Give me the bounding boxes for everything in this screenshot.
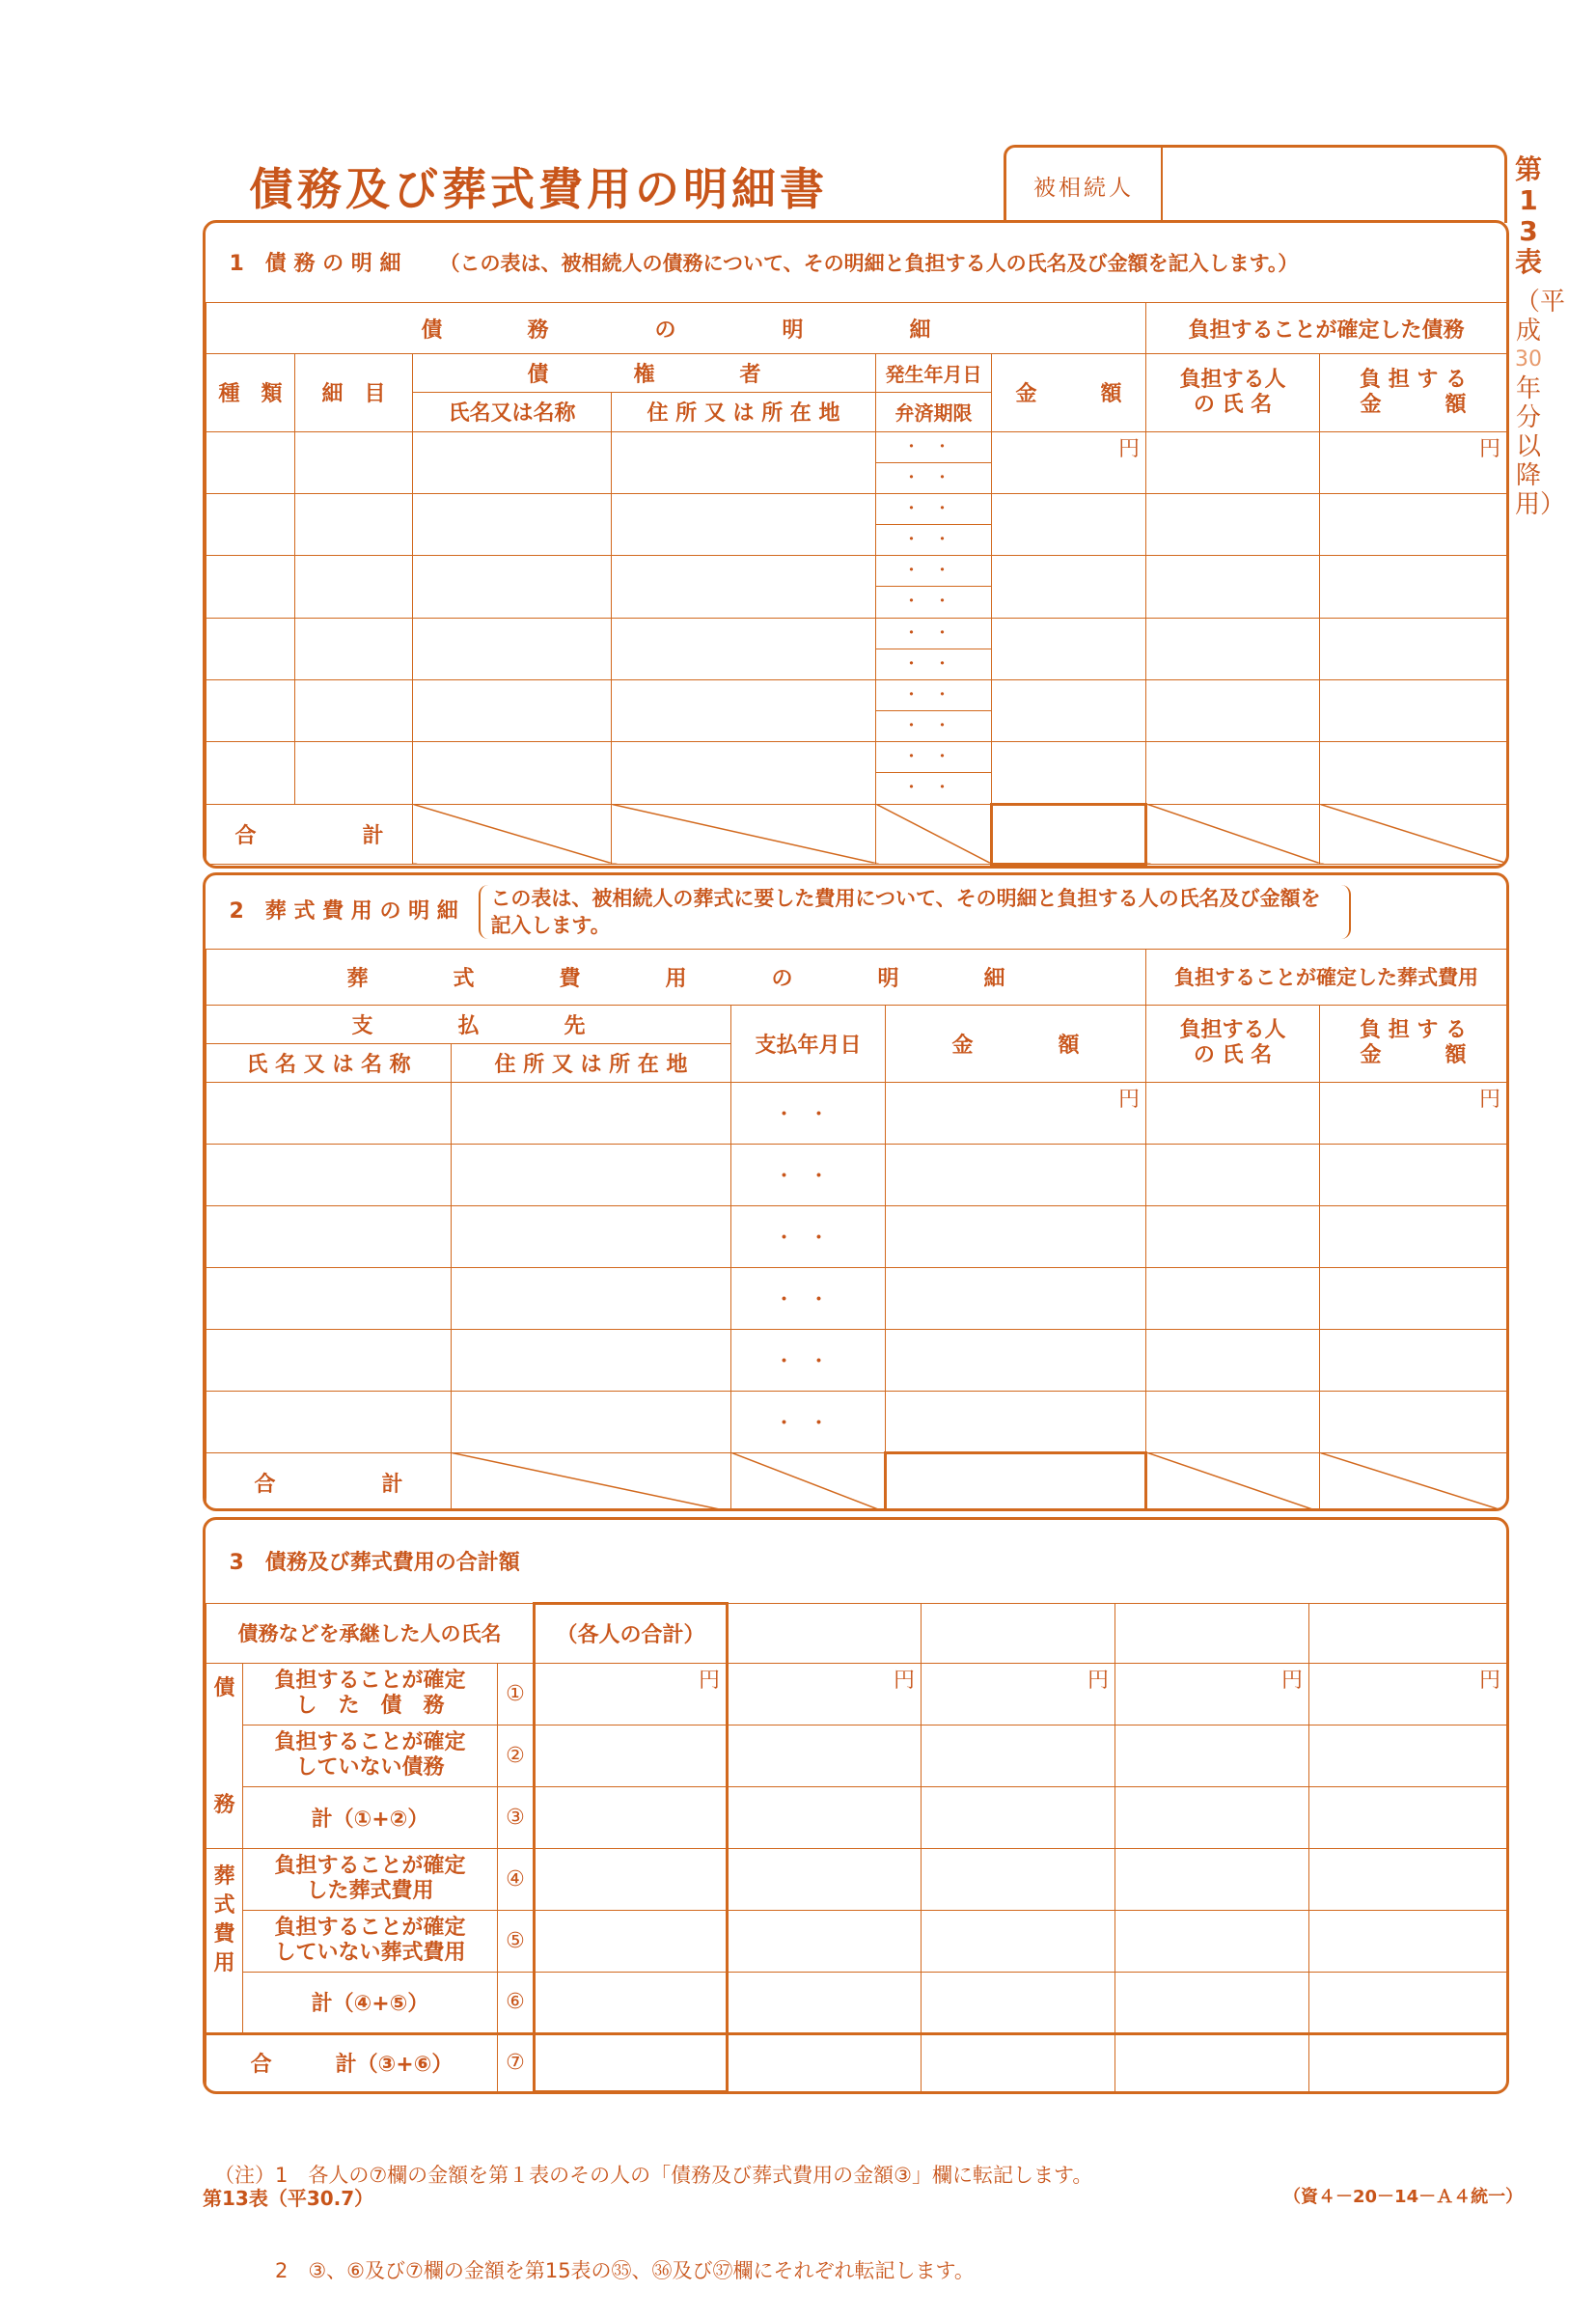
period-year: 30 [1515, 347, 1542, 372]
side-label [1509, 153, 1566, 519]
date-cell[interactable]: ・・ [731, 1391, 886, 1452]
table-row [206, 1144, 1507, 1205]
amount-header: 金 額 [992, 354, 1146, 431]
total-amount-cell[interactable] [992, 804, 1146, 864]
heir-name-cell[interactable] [922, 1603, 1115, 1663]
table-row: 債 務 負担することが確定 し た 債 務 ① 円 円 円 円 円 [206, 1663, 1507, 1725]
bearer-name-header: 負担する人 の 氏 名 [1146, 1005, 1320, 1082]
each-total-header: （各人の合計） [535, 1603, 728, 1663]
row-number: ⑤ [498, 1910, 535, 1972]
table-row [206, 742, 1507, 804]
payee-header: 支 払 先 [206, 1005, 731, 1043]
table-row [206, 618, 1507, 679]
table-row [206, 1267, 1507, 1329]
row-label: 負担することが確定 し た 債 務 [243, 1663, 498, 1725]
grand-total-row [206, 2033, 1507, 2091]
bearer-name-cell[interactable] [1146, 431, 1320, 493]
form-number: 第13表（平30.7） [203, 2187, 374, 2210]
creditor-header: 債 権 者 [413, 354, 876, 393]
date-cell[interactable]: ・・ [731, 1144, 886, 1205]
debts-table [206, 223, 1507, 866]
row-label: 負担することが確定 していない葬式費用 [243, 1910, 498, 1972]
date-cell[interactable]: ・・ ・・ [876, 742, 992, 804]
amount-header: 金 額 [886, 1005, 1146, 1082]
period-rest: 年分以降用） [1515, 374, 1566, 519]
item-cell[interactable] [295, 431, 413, 493]
date-cell[interactable]: ・・ [731, 1329, 886, 1391]
heir-name-cell[interactable] [728, 1603, 922, 1663]
decedent-box [1004, 145, 1507, 223]
item-header: 細 目 [295, 354, 413, 431]
person-header: 債務などを承継した人の氏名 [206, 1603, 535, 1663]
date-cell[interactable]: ・・ [731, 1267, 886, 1329]
occurrence-date-header: 発生年月日 [876, 354, 992, 393]
section-debts [203, 220, 1509, 869]
row-number: ③ [498, 1786, 535, 1848]
total-row [206, 1452, 1507, 1511]
note-1: （注）1 各人の⑦欄の金額を第１表のその人の「債務及び葬式費用の金額③」欄に転記します。 [214, 2164, 1093, 2187]
row-number: ⑦ [498, 2033, 535, 2091]
decedent-label: 被相続人 [1006, 148, 1163, 223]
payment-date-header: 支払年月日 [731, 1005, 886, 1082]
heir-name-cell[interactable] [1309, 1603, 1507, 1663]
table-row [206, 1786, 1507, 1848]
date-cell[interactable]: ・・ ・・ [876, 493, 992, 555]
bearer-amount-header: 負 担 す る 金 額 [1320, 354, 1507, 431]
type-header: 種 類 [206, 354, 295, 431]
debt-group-label: 債 務 [206, 1663, 243, 1848]
table-row [206, 1205, 1507, 1267]
date-cell[interactable]: ・・ ・・ [876, 556, 992, 618]
due-date-header: 弁済期限 [876, 393, 992, 431]
section-title: 3 債務及び葬式費用の合計額 [206, 1520, 1507, 1603]
table-row [206, 1725, 1507, 1786]
amount-cell[interactable]: 円 [886, 1082, 1146, 1144]
funeral-detail-header: 葬 式 費 用 の 明 細 [206, 949, 1146, 1005]
section-title: 2 葬 式 費 用 の 明 細 [229, 898, 458, 924]
totals-table [206, 1520, 1507, 2093]
type-cell[interactable] [206, 431, 295, 493]
bearer-amount-cell[interactable]: 円 [1320, 431, 1507, 493]
grand-total-label: 合 計（③+⑥） [206, 2033, 498, 2091]
row-label: 計（①+②） [243, 1786, 498, 1848]
table-row [206, 1910, 1507, 1972]
creditor-name-cell[interactable] [413, 431, 612, 493]
creditor-address-header: 住 所 又 は 所 在 地 [612, 393, 876, 431]
payee-address-header: 住 所 又 は 所 在 地 [452, 1043, 731, 1082]
total-label: 合 計 [206, 804, 413, 864]
confirmed-debt-header: 負担することが確定した債務 [1146, 302, 1507, 353]
heir-name-cell[interactable] [1115, 1603, 1309, 1663]
section-totals [203, 1517, 1509, 2094]
period-paren: （平成 [1515, 288, 1566, 345]
row-number: ⑥ [498, 1972, 535, 2033]
section-note: この表は、被相続人の葬式に要した費用について、その明細と負担する人の氏名及び金額を記入します。 [479, 885, 1351, 939]
table-row [206, 1391, 1507, 1452]
table-row [206, 1082, 1507, 1144]
table-row [206, 1329, 1507, 1391]
table-row [206, 493, 1507, 555]
creditor-name-header: 氏名又は名称 [413, 393, 612, 431]
table-row [206, 1972, 1507, 2033]
note-2: 2 ③、⑥及び⑦欄の金額を第15表の㉟、㊱及び㊲欄にそれぞれ転記します。 [214, 2259, 975, 2282]
creditor-address-cell[interactable] [612, 431, 876, 493]
row-label: 計（④+⑤） [243, 1972, 498, 2033]
table-number: 第13表 [1514, 153, 1542, 278]
total-amount-cell[interactable] [886, 1452, 1146, 1511]
each-total-cell[interactable]: 円 [535, 1663, 728, 1725]
bearer-amount-header: 負 担 す る 金 額 [1320, 1005, 1507, 1082]
date-cell[interactable]: ・・ ・・ [876, 679, 992, 741]
total-label: 合 計 [206, 1452, 452, 1511]
bearer-amount-cell[interactable]: 円 [1320, 1082, 1507, 1144]
table-row [206, 1848, 1507, 1910]
section-funeral [203, 872, 1509, 1511]
row-label: 負担することが確定 していない債務 [243, 1725, 498, 1786]
payee-name-header: 氏 名 又 は 名 称 [206, 1043, 452, 1082]
funeral-table [206, 875, 1507, 1511]
table-row [206, 556, 1507, 618]
page-title: 債務及び葬式費用の明細書 [249, 163, 828, 215]
date-cell[interactable]: ・・ ・・ [876, 431, 992, 493]
amount-cell[interactable]: 円 [992, 431, 1146, 493]
debt-detail-header: 債 務 の 明 細 [206, 302, 1146, 353]
date-cell[interactable]: ・・ [731, 1082, 886, 1144]
form-code: （資４－20－14－Ａ４統一） [1283, 2187, 1524, 2207]
table-row [206, 679, 1507, 741]
grand-total-cell[interactable] [535, 2033, 728, 2091]
section-title: 1 債 務 の 明 細 [229, 252, 401, 277]
date-cell[interactable]: ・・ [731, 1205, 886, 1267]
row-number: ④ [498, 1848, 535, 1910]
date-cell[interactable]: ・・ ・・ [876, 618, 992, 679]
funeral-group-label: 葬 式 費 用 [206, 1848, 243, 2033]
table-row [206, 431, 1507, 493]
row-number: ② [498, 1725, 535, 1786]
total-row [206, 804, 1507, 864]
confirmed-funeral-header: 負担することが確定した葬式費用 [1146, 949, 1507, 1005]
bearer-name-header: 負担する人 の 氏 名 [1146, 354, 1320, 431]
row-label: 負担することが確定 した葬式費用 [243, 1848, 498, 1910]
section-note: （この表は、被相続人の債務について、その明細と負担する人の氏名及び金額を記入します。） [439, 252, 1299, 276]
decedent-input[interactable] [1165, 148, 1504, 223]
row-number: ① [498, 1663, 535, 1725]
